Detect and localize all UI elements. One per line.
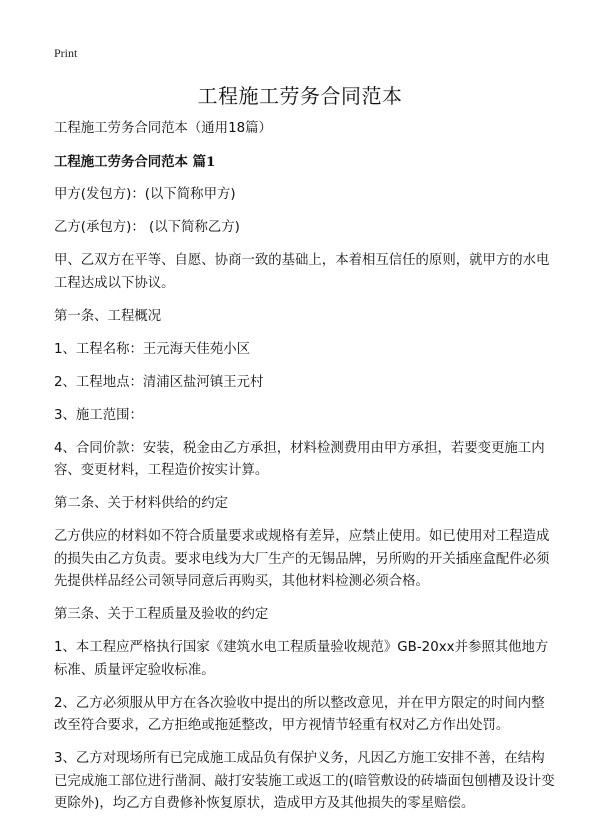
paragraph: 1、工程名称：王元海天佳苑小区 (54, 341, 250, 357)
paragraph: 2、工程地点：清浦区盐河镇王元村 (54, 374, 264, 390)
paragraph: 2、乙方必须服从甲方在各次验收中提出的所以整改意见，并在甲方限定的时间内整改至符合要求，乙方拒绝或拖延整改，甲方视情节轻重有权对乙方作出处罚。 (54, 695, 545, 733)
paragraph: 乙方供应的材料如不符合质量要求或规格有差异，应禁止使用。如已使用对工程造成的损失由乙方负责。要求电线为大厂生产的无锡品牌，另所购的开关插座盒配件必须先提供样品经公司领导同意后再购买，其他材料检测必须合格。 (54, 529, 550, 589)
paragraph: 1、本工程应严格执行国家《建筑水电工程质量验收规范》GB-20xx并参照其他地方标准、质量评定验收标准。 (54, 640, 549, 678)
section-heading: 工程施工劳务合同范本 篇1 (54, 154, 216, 170)
paragraph: 3、乙方对现场所有已完成施工成品负有保护义务，凡因乙方施工安排不善，在结构已完成施工部位进行凿洞、敲打安装施工或返工的(暗管敷设的砖墙面包刨槽及设计变更除外)，均乙方自费修补恢复原状，造成甲方及其他损失的零星赔偿。 (54, 751, 555, 811)
paragraph: 4、合同价款：安装，税金由乙方承担，材料检测费用由甲方承担，若要变更施工内容、变更材料，工程造价按实计算。 (54, 440, 545, 478)
paragraph: 第二条、关于材料供给的约定 (54, 496, 229, 511)
print-link[interactable]: Print (54, 46, 78, 60)
paragraph: 乙方(承包方)： (以下简称乙方) (54, 220, 240, 235)
paragraph: 第三条、关于工程质量及验收的约定 (54, 607, 269, 622)
paragraph: 工程施工劳务合同范本（通用18篇） (54, 121, 272, 136)
document-body (54, 118, 556, 826)
document-title: 工程施工劳务合同范本 (197, 84, 403, 108)
paragraph: 甲方(发包方)：(以下简称甲方) (54, 187, 236, 202)
paragraph: 甲、乙双方在平等、自愿、协商一致的基础上，本着相互信任的原则，就甲方的水电工程达成以下协议。 (54, 253, 550, 291)
paragraph: 第一条、工程概况 (54, 308, 162, 324)
paragraph: 3、施工范围： (54, 407, 143, 423)
